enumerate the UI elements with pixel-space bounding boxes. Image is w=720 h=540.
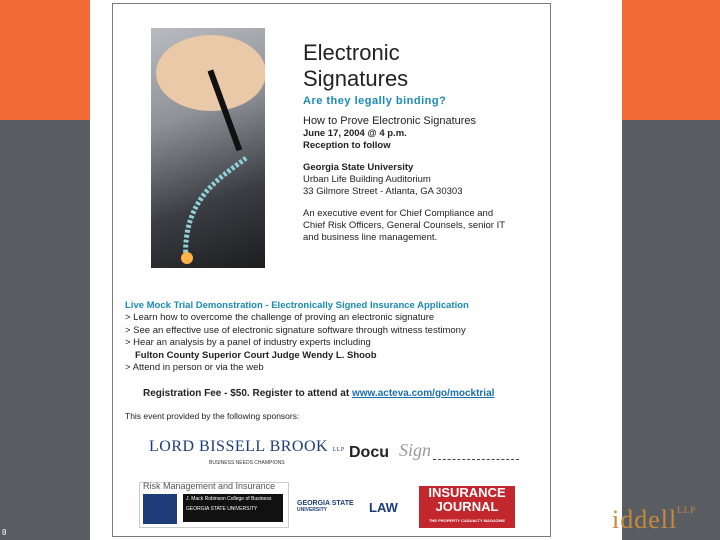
bullet-item: > Attend in person or via the web	[125, 362, 264, 373]
flyer-subtitle: Are they legally binding?	[303, 95, 447, 107]
firm-logo	[612, 505, 696, 535]
event-date-time: June 17, 2004 @ 4 p.m.	[303, 128, 407, 139]
ij-line-1: INSURANCE	[428, 485, 506, 500]
gsu-flame-icon	[143, 494, 177, 524]
registration-link[interactable]: www.acteva.com/go/mocktrial	[351, 388, 495, 399]
docusign-sign: Sign	[399, 440, 432, 460]
venue-name: Georgia State University	[303, 162, 414, 173]
rmi-title: Risk Management and Insurance	[143, 481, 276, 491]
title-line-2: Signatures	[303, 66, 409, 91]
gsu-law: LAW	[369, 500, 398, 515]
rmi-college-block	[183, 494, 283, 522]
description-line-1: An executive event for Chief Compliance and	[303, 208, 494, 219]
bullet-item: > Hear an analysis by a panel of industry experts including	[125, 337, 371, 348]
fee-text: Registration Fee - $50. Register to attend at	[143, 388, 350, 399]
bullet-item: > See an effective use of electronic signature software through witness testimony	[125, 324, 466, 336]
docusign-dashed-line	[433, 459, 519, 460]
gsu-law-logo	[297, 500, 354, 513]
hand-signing-photo	[151, 28, 265, 268]
event-name: How to Prove Electronic Signatures	[303, 115, 477, 127]
lbb-suffix: LLP	[332, 447, 345, 453]
lord-bissell-brook-logo	[149, 438, 345, 456]
flyer-title	[303, 40, 408, 92]
description-line-2: Chief Risk Officers, General Counsels, senior IT	[303, 220, 506, 231]
event-reception: Reception to follow	[303, 140, 391, 151]
demo-bullet-list	[125, 312, 466, 375]
ij-line-2: JOURNAL	[435, 499, 499, 514]
bullet-item: > Learn how to overcome the challenge of proving an electronic signature	[125, 312, 435, 323]
venue-building: Urban Life Building Auditorium	[303, 174, 431, 185]
bullet-judge: Fulton County Superior Court Judge Wendy L. Shoob	[135, 349, 377, 361]
registration-fee	[143, 388, 494, 399]
demo-heading: Live Mock Trial Demonstration - Electronically Signed Insurance Application	[125, 300, 469, 311]
docusign-docu: Docu	[349, 444, 389, 461]
firm-logo-suffix: LLP	[677, 505, 697, 515]
sponsors-label: This event provided by the following sponsors:	[125, 411, 300, 421]
firm-logo-text: iddell	[612, 505, 678, 534]
gsu-university: UNIVERSITY	[297, 507, 328, 513]
slide-number: 8	[2, 528, 7, 537]
event-flyer	[112, 3, 551, 537]
description-line-3: and business line management.	[303, 232, 438, 243]
title-line-1: Electronic	[303, 40, 400, 65]
venue-address: 33 Gilmore Street - Atlanta, GA 30303	[303, 186, 463, 197]
ij-tagline: THE PROPERTY CASUALTY MAGAZINE	[428, 518, 505, 523]
rmi-university: GEORGIA STATE UNIVERSITY	[186, 506, 258, 512]
lbb-name: LORD BISSELL BROOK	[149, 438, 329, 455]
gsu-name: GEORGIA STATE	[297, 500, 354, 507]
lbb-tagline: BUSINESS NEEDS CHAMPIONS	[209, 460, 285, 466]
document-page	[90, 0, 622, 540]
insurance-journal-logo	[419, 486, 515, 528]
rmi-college: J. Mack Robinson College of Business	[186, 496, 272, 502]
